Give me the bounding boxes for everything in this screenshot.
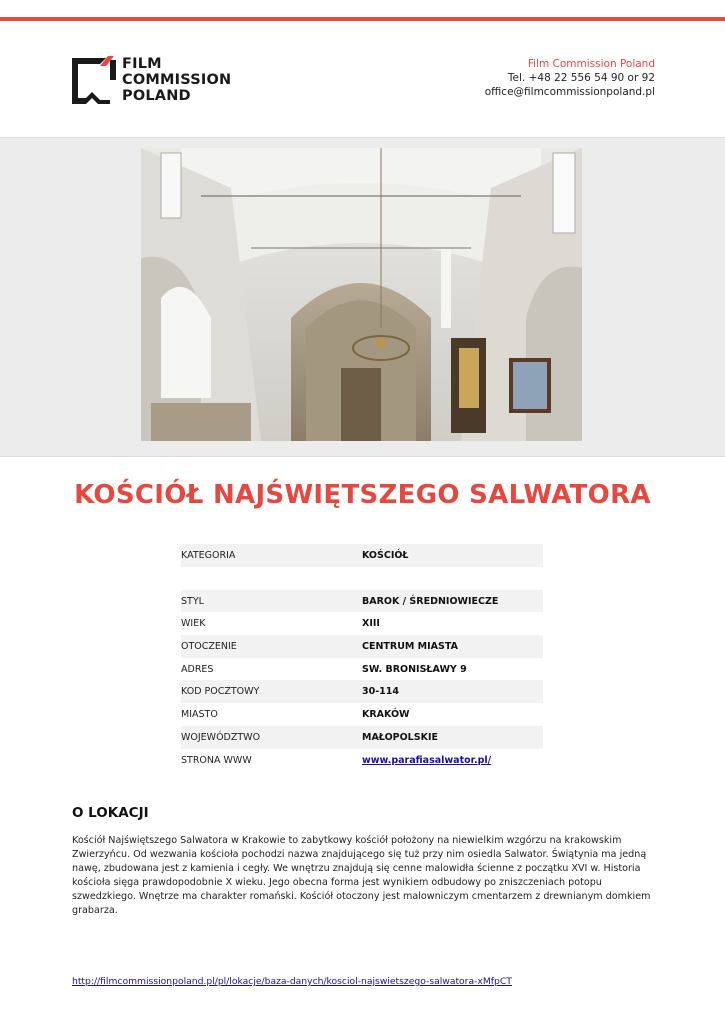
detail-row-kod-pocztowy bbox=[181, 680, 543, 703]
logo-line-1: FILM bbox=[122, 56, 162, 72]
detail-value: BAROK / ŚREDNIOWIECZE bbox=[362, 595, 499, 607]
contact-block bbox=[485, 57, 655, 99]
page-title: KOŚCIÓŁ NAJŚWIĘTSZEGO SALWATORA bbox=[74, 480, 651, 510]
detail-label: MIASTO bbox=[181, 709, 218, 721]
detail-row-strona-www bbox=[181, 749, 543, 772]
detail-label: STYL bbox=[181, 595, 204, 607]
detail-label: ADRES bbox=[181, 663, 214, 675]
detail-value: 30-114 bbox=[362, 686, 399, 698]
detail-row-wiek bbox=[181, 612, 543, 635]
contact-phone: Tel. +48 22 556 54 90 or 92 bbox=[507, 72, 655, 84]
detail-row-miasto bbox=[181, 703, 543, 726]
detail-label: OTOCZENIE bbox=[181, 641, 237, 653]
location-photo bbox=[141, 148, 582, 441]
detail-value: SW. BRONISŁAWY 9 bbox=[362, 663, 467, 675]
footer-source-link[interactable]: http://filmcommissionpoland.pl/pl/lokacje/baza-danych/kosciol-najswietszego-salwatora-xMfpCT bbox=[72, 976, 512, 987]
contact-email: office@filmcommissionpoland.pl bbox=[484, 86, 655, 98]
detail-value: KRAKÓW bbox=[362, 709, 410, 721]
about-text: Kościół Najświętszego Salwatora w Krakowie to zabytkowy kościół położony na niewielkim wzgórzu na krakowskim Zwierzyńcu. Od wezwania kościoła pochodzi nazwa znajdującego się tuż przy nim osiedla Salwator. Świątynia ma jedną nawę, zbudowana jest z kamienia i cegły. We wnętrzu znajdują się cenne malowidła ścienne z początku XVI w. Historia kościoła sięga prawdopodobnie X wieku. Jego obecna forma jest wynikiem odbudowy po zniszczeniach potopu szwedzkiego. Wnętrze ma charakter romański. Kościół otoczony jest malowniczym cmentarzem z drewnianym domkiem grabarza. bbox=[72, 835, 651, 916]
details-table bbox=[181, 544, 543, 771]
detail-row-otoczenie bbox=[181, 635, 543, 658]
church-interior-image bbox=[141, 148, 582, 441]
detail-label: STRONA WWW bbox=[181, 754, 252, 766]
logo-text bbox=[122, 56, 231, 104]
logo-mark-icon bbox=[70, 56, 118, 106]
detail-value: CENTRUM MIASTA bbox=[362, 641, 458, 653]
detail-label: WIEK bbox=[181, 618, 206, 630]
logo bbox=[70, 56, 230, 108]
detail-value: MAŁOPOLSKIE bbox=[362, 731, 438, 743]
detail-row-kategoria bbox=[181, 544, 543, 567]
detail-label: KOD POCZTOWY bbox=[181, 686, 260, 698]
logo-line-3: POLAND bbox=[122, 88, 191, 104]
detail-value: XIII bbox=[362, 618, 380, 630]
contact-name: Film Commission Poland bbox=[527, 58, 655, 70]
detail-row-adres bbox=[181, 658, 543, 681]
website-link[interactable]: www.parafiasalwator.pl/ bbox=[362, 754, 492, 766]
detail-value: KOŚCIÓŁ bbox=[362, 550, 409, 561]
about-heading: O LOKACJI bbox=[72, 805, 149, 821]
detail-row-styl bbox=[181, 590, 543, 613]
top-accent-bar bbox=[0, 17, 725, 21]
detail-label: KATEGORIA bbox=[181, 550, 236, 561]
detail-row-wojewodztwo bbox=[181, 726, 543, 749]
detail-label: WOJEWÓDZTWO bbox=[181, 731, 261, 743]
logo-line-2: COMMISSION bbox=[122, 72, 232, 88]
